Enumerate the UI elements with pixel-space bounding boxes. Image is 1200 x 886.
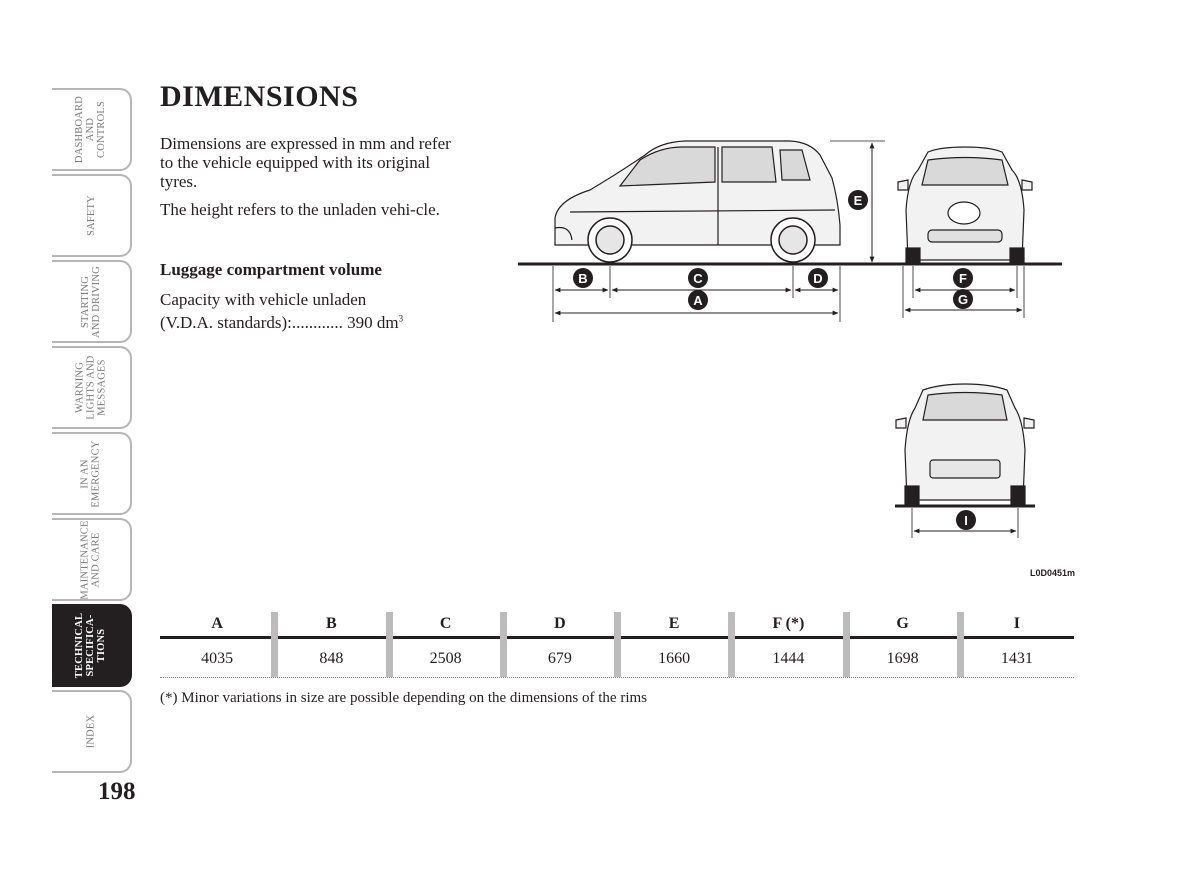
label-b: B	[578, 271, 588, 286]
capacity-value: (V.D.A. standards):............ 390 dm	[160, 312, 399, 332]
capacity-line-2	[160, 313, 403, 332]
value-e: 1660	[617, 639, 731, 677]
tab-safety[interactable]	[52, 174, 132, 257]
label-f: F	[959, 271, 967, 286]
dimensions-table	[160, 612, 1074, 678]
luggage-heading: Luggage compartment volume	[160, 260, 382, 279]
tab-label: WARNING LIGHTS AND MESSAGES	[74, 355, 108, 420]
header-i: I	[1013, 615, 1020, 632]
value-a: 4035	[160, 639, 274, 677]
value-d: 679	[503, 639, 617, 677]
header-g: G	[846, 612, 960, 636]
capacity-text	[160, 290, 480, 332]
value-f: 1444	[731, 639, 845, 677]
header-b: B	[274, 612, 388, 636]
tab-label: INDEX	[85, 714, 97, 749]
vehicle-dimension-drawing	[510, 130, 1080, 550]
tab-warning-lights[interactable]	[52, 346, 132, 429]
table-row	[160, 639, 1074, 678]
table-header-row	[160, 612, 1074, 639]
label-g: G	[957, 292, 969, 307]
tab-label: DASHBOARD AND CONTROLS	[74, 95, 108, 164]
page-number: 198	[98, 778, 136, 805]
value-b: 848	[274, 639, 388, 677]
label-i: I	[964, 513, 968, 528]
intro-paragraph: Dimensions are expressed in mm and refer to the vehicle equipped with its original tyres.	[160, 134, 451, 191]
rear-view-car	[896, 384, 1034, 504]
header-a: A	[160, 612, 274, 636]
tab-label: IN AN EMERGENCY	[79, 439, 102, 508]
height-note: The height refers to the unladen vehi-cle.	[160, 200, 440, 219]
label-d: D	[813, 271, 823, 286]
label-e: E	[853, 193, 863, 208]
section-tabs	[52, 88, 136, 774]
tab-maintenance-and-care[interactable]	[52, 518, 132, 601]
header-c: C	[389, 612, 503, 636]
tab-in-an-emergency[interactable]	[52, 432, 132, 515]
header-f: F (*)	[731, 612, 845, 636]
table-footnote: (*) Minor variations in size are possible depending on the dimensions of the rims	[160, 690, 647, 706]
tab-label: TECHNICAL SPECIFICA- TIONS	[74, 612, 108, 679]
label-a: A	[693, 293, 703, 308]
figure-code: L0D0451m	[1030, 568, 1076, 578]
header-d: D	[503, 612, 617, 636]
tab-dashboard-and-controls[interactable]	[52, 88, 132, 171]
value-g: 1698	[846, 639, 960, 677]
tab-index[interactable]	[52, 690, 132, 773]
page-title: DIMENSIONS	[160, 80, 359, 113]
capacity-line-1: Capacity with vehicle unladen	[160, 290, 367, 309]
value-i: 1431	[1000, 650, 1033, 667]
label-c: C	[693, 271, 703, 286]
capacity-unit-superscript: 3	[398, 313, 404, 323]
header-e: E	[617, 612, 731, 636]
tab-label: MAINTENANCE AND CARE	[80, 519, 103, 600]
tab-label: SAFETY	[85, 195, 97, 236]
tab-label: STARTING AND DRIVING	[80, 265, 102, 338]
front-view-car	[898, 147, 1032, 264]
tab-technical-specifications[interactable]	[52, 604, 132, 687]
tab-starting-and-driving[interactable]	[52, 260, 132, 343]
value-c: 2508	[389, 639, 503, 677]
